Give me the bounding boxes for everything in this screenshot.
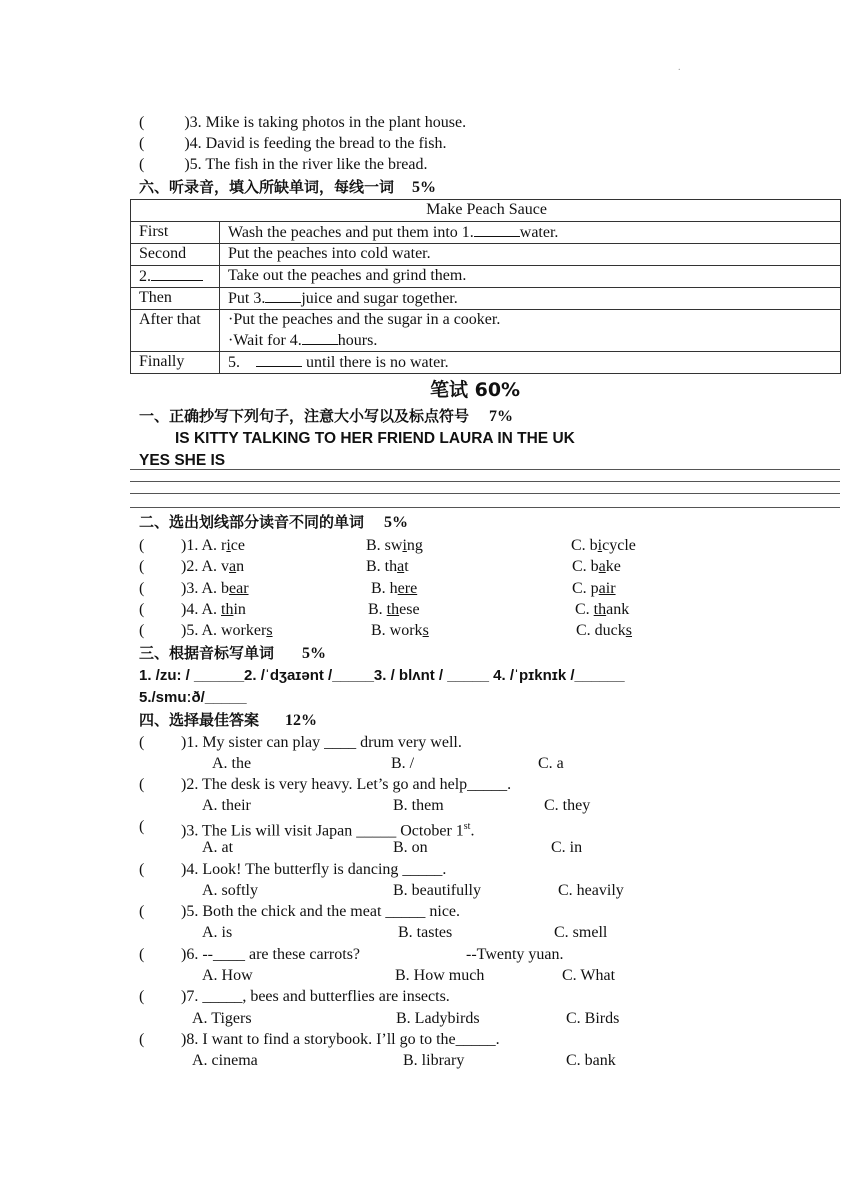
list-item: ( )4. David is feeding the bread to the fish.	[139, 135, 447, 152]
section-4-title: 四、选择最佳答案 12%	[139, 711, 318, 729]
answer-blank[interactable]	[265, 288, 301, 303]
table-row: After that ·Put the peaches and the sugar in a cooker. ·Wait for 4. hours.	[131, 310, 841, 352]
answer-blank[interactable]	[302, 330, 338, 345]
table-row	[131, 200, 841, 222]
writing-line[interactable]	[130, 481, 840, 482]
answer-blank[interactable]	[256, 352, 302, 367]
answer-blank[interactable]	[474, 222, 520, 237]
table-row: Finally 5. until there is no water.	[131, 352, 841, 374]
page-dot: .	[678, 62, 681, 73]
writing-line[interactable]	[130, 507, 840, 508]
section-2-title: 二、选出划线部分读音不同的单词 5%	[139, 513, 409, 531]
answer-blank[interactable]	[151, 266, 203, 281]
writing-line[interactable]	[130, 493, 840, 494]
table-row: 2. Take out the peaches and grind them.	[131, 266, 841, 288]
table-row: Second Put the peaches into cold water.	[131, 244, 841, 266]
section-6-title: 六、听录音，填入所缺单词，每线一词 5%	[139, 178, 437, 196]
phonetic-line-2: 5./smuːð/_____	[139, 689, 247, 706]
list-item: ( )3. Mike is taking photos in the plant house.	[139, 114, 467, 131]
phonetic-line-1: 1. /zu: / ______2. /ˈdʒaɪənt /_____3. / blʌnt / _____ 4. /ˈpɪknɪk /______	[139, 667, 625, 684]
section-1-title: 一、正确抄写下列句子，注意大小写以及标点符号 7%	[139, 407, 514, 425]
table-row: First Wash the peaches and put them into 1. water.	[131, 222, 841, 244]
recipe-table	[130, 199, 841, 374]
section-3-title: 三、根据音标写单词 5%	[139, 644, 327, 662]
table-row: Then Put 3. juice and sugar together.	[131, 288, 841, 310]
copy-sentence-line-2: YES SHE IS	[139, 452, 226, 469]
writing-line[interactable]	[130, 469, 840, 470]
recipe-title: Make Peach Sauce	[131, 200, 841, 222]
list-item: ( )5. The fish in the river like the bread.	[139, 156, 428, 173]
copy-sentence-line-1: IS KITTY TALKING TO HER FRIEND LAURA IN THE UK	[175, 430, 575, 447]
written-test-title: 笔试 60%	[430, 379, 521, 401]
